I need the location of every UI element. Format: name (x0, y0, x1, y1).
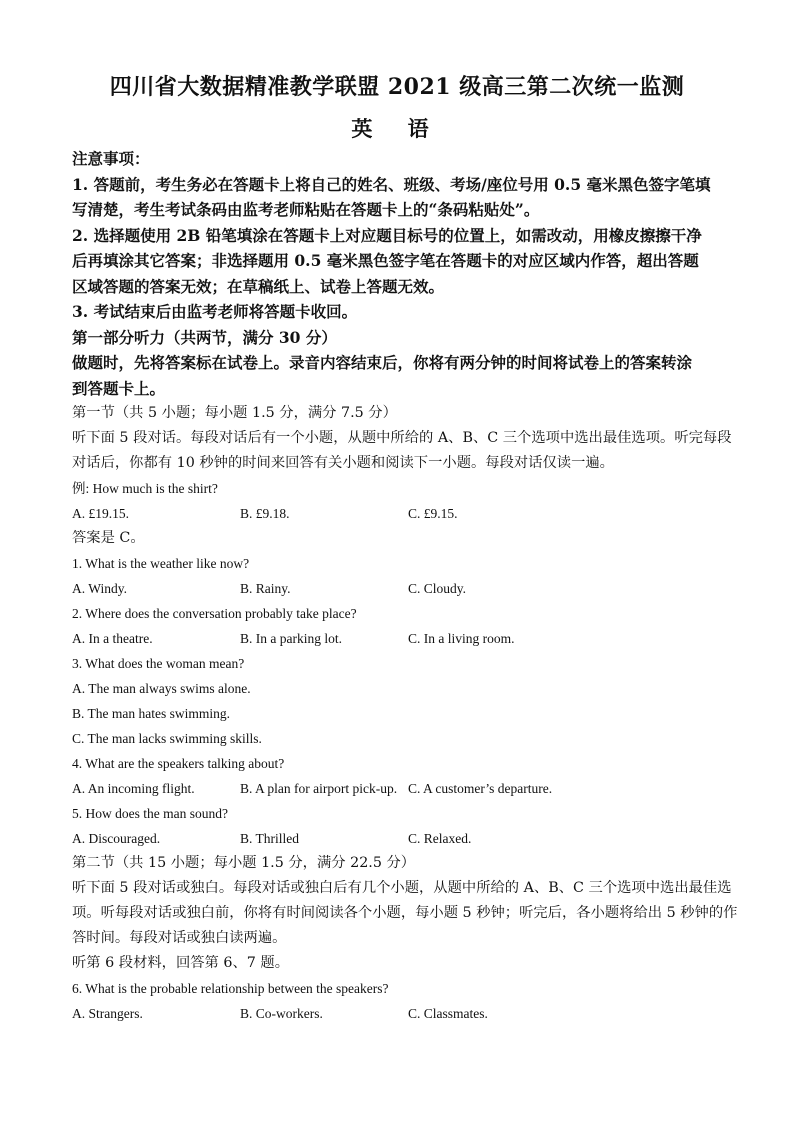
question-3: 3. What does the woman mean? (72, 656, 245, 671)
question-3-option-c: C. The man lacks swimming skills. (72, 731, 262, 746)
question-1-options (72, 576, 722, 601)
notice-item-3: 3. 考试结束后由监考老师将答题卡收回。 (72, 302, 358, 321)
material-6-instruction: 听第 6 段材料，回答第 6、7 题。 (72, 955, 290, 971)
example-options (72, 501, 722, 526)
question-5-options (72, 826, 722, 851)
question-6-option-c: C. Classmates. (408, 1006, 488, 1021)
section2-instruction-line-3: 答时间。每段对话或独白读两遍。 (72, 930, 287, 946)
notice-item-2-line-3: 区域答题的答案无效；在草稿纸上、试卷上答题无效。 (72, 276, 445, 296)
section2-instruction-line-1: 听下面 5 段对话或独白。每段对话或独白后有几个小题，从题中所给的 A、B、C 三个选项中选出最佳选 (72, 880, 732, 896)
question-4: 4. What are the speakers talking about? (72, 756, 285, 771)
notice-item-2-line-2: 后再填涂其它答案；非选择题用 0.5 毫米黑色签字笔在答题卡的对应区域内作答，超出答题 (72, 251, 699, 270)
question-4-option-c: C. A customer’s departure. (408, 781, 553, 796)
section1-instruction-line-1: 听下面 5 段对话。每段对话后有一个小题，从题中所给的 A、B、C 三个选项中选出最佳选项。听完每段 (72, 430, 732, 446)
question-5-option-a: A. Discouraged. (72, 831, 161, 846)
example-answer: 答案是 C。 (72, 530, 145, 546)
exam-title: 四川省大数据精准教学联盟 2021 级高三第二次统一监测 (109, 74, 685, 100)
question-5-option-b: B. Thrilled (240, 831, 299, 846)
example-option-a: A. £19.15. (72, 506, 129, 521)
question-6: 6. What is the probable relationship between the speakers? (72, 981, 389, 996)
question-1-option-c: C. Cloudy. (408, 581, 467, 596)
question-1-option-b: B. Rainy. (240, 581, 291, 596)
example-option-c: C. £9.15. (408, 506, 458, 521)
question-2-options (72, 626, 722, 651)
section1-instruction-line-2: 对话后，你都有 10 秒钟的时间来回答有关小题和阅读下一小题。每段对话仅读一遍。 (72, 455, 614, 471)
notice-item-1-line-1: 1. 答题前，考生务必在答题卡上将自己的姓名、班级、考场/座位号用 0.5 毫米黑色签字笔填 (72, 174, 711, 194)
question-3-option-a: A. The man always swims alone. (72, 681, 251, 696)
question-4-option-b: B. A plan for airport pick-up. (240, 781, 398, 796)
question-4-options (72, 776, 722, 801)
example-question: 例: How much is the shirt? (72, 481, 218, 496)
question-2-option-a: A. In a theatre. (72, 631, 153, 646)
question-6-option-b: B. Co-workers. (240, 1006, 323, 1021)
question-2-option-b: B. In a parking lot. (240, 631, 342, 646)
section2-instruction-line-2: 项。听每段对话或独白前，你将有时间阅读各个小题，每小题 5 秒钟；听完后，各小题将给出 5 秒钟的作 (72, 905, 738, 921)
question-5: 5. How does the man sound? (72, 806, 228, 821)
exam-content (72, 146, 738, 1026)
question-6-option-a: A. Strangers. (72, 1006, 143, 1021)
part1-intro-line-2: 到答题卡上。 (72, 378, 166, 398)
question-1: 1. What is the weather like now? (72, 556, 250, 571)
part1-intro-line-1: 做题时，先将答案标在试卷上。录音内容结束后，你将有两分钟的时间将试卷上的答案转涂 (72, 353, 693, 372)
section2-heading: 第二节（共 15 小题；每小题 1.5 分，满分 22.5 分） (72, 855, 416, 871)
subject-title: 英 语 (351, 116, 443, 141)
part1-heading: 第一部分听力（共两节，满分 30 分） (72, 327, 337, 347)
notice-item-2-line-1: 2. 选择题使用 2B 铅笔填涂在答题卡上对应题目标号的位置上，如需改动，用橡皮擦擦干净 (72, 225, 702, 245)
notice-heading: 注意事项： (72, 149, 150, 168)
example-option-b: B. £9.18. (240, 506, 290, 521)
question-5-option-c: C. Relaxed. (408, 831, 472, 846)
question-2-option-c: C. In a living room. (408, 631, 515, 646)
question-1-option-a: A. Windy. (72, 581, 127, 596)
section1-heading: 第一节（共 5 小题；每小题 1.5 分，满分 7.5 分） (72, 405, 397, 421)
question-6-options (72, 1001, 722, 1026)
question-2: 2. Where does the conversation probably take place? (72, 606, 357, 621)
notice-item-1-line-2: 写清楚，考生考试条码由监考老师粘贴在答题卡上的“条码粘贴处”。 (72, 200, 540, 219)
question-3-option-b: B. The man hates swimming. (72, 706, 230, 721)
question-4-option-a: A. An incoming flight. (72, 781, 195, 796)
